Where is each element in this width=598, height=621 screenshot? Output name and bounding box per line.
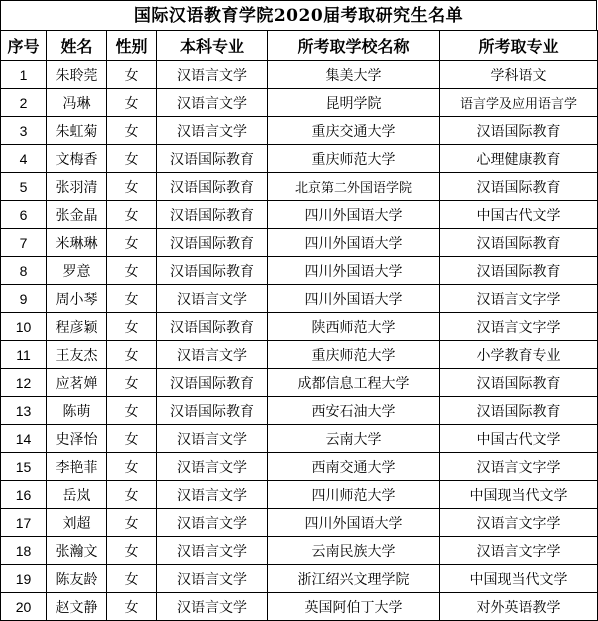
cell-index: 3 [1, 117, 47, 145]
cell-index: 7 [1, 229, 47, 257]
cell-admitted-major: 心理健康教育 [440, 145, 598, 173]
cell-index: 14 [1, 425, 47, 453]
cell-gender: 女 [107, 229, 157, 257]
cell-index: 11 [1, 341, 47, 369]
cell-undergrad-major: 汉语国际教育 [157, 201, 268, 229]
cell-index: 4 [1, 145, 47, 173]
cell-gender: 女 [107, 397, 157, 425]
cell-gender: 女 [107, 117, 157, 145]
table-row [1, 369, 598, 397]
cell-name: 陈友龄 [47, 565, 107, 593]
cell-name: 文梅香 [47, 145, 107, 173]
cell-admitted-major: 汉语言文字学 [440, 313, 598, 341]
cell-gender: 女 [107, 453, 157, 481]
cell-name: 陈萌 [47, 397, 107, 425]
table-row [1, 341, 598, 369]
cell-index: 20 [1, 593, 47, 621]
cell-gender: 女 [107, 425, 157, 453]
cell-school: 云南大学 [268, 425, 440, 453]
cell-school: 英国阿伯丁大学 [268, 593, 440, 621]
cell-gender: 女 [107, 89, 157, 117]
cell-school: 重庆师范大学 [268, 145, 440, 173]
cell-gender: 女 [107, 369, 157, 397]
cell-index: 5 [1, 173, 47, 201]
cell-undergrad-major: 汉语国际教育 [157, 313, 268, 341]
header-cell-gender: 性别 [107, 31, 157, 61]
cell-school: 昆明学院 [268, 89, 440, 117]
cell-index: 16 [1, 481, 47, 509]
header-cell-name: 姓名 [47, 31, 107, 61]
cell-school: 浙江绍兴文理学院 [268, 565, 440, 593]
cell-gender: 女 [107, 341, 157, 369]
cell-gender: 女 [107, 509, 157, 537]
cell-school: 北京第二外国语学院 [268, 173, 440, 201]
cell-name: 冯琳 [47, 89, 107, 117]
cell-school: 西南交通大学 [268, 453, 440, 481]
cell-admitted-major: 学科语文 [440, 61, 598, 89]
page-title: 国际汉语教育学院2020届考取研究生名单 [0, 0, 597, 30]
cell-index: 10 [1, 313, 47, 341]
cell-admitted-major: 汉语国际教育 [440, 173, 598, 201]
cell-index: 17 [1, 509, 47, 537]
table-row [1, 565, 598, 593]
cell-school: 四川师范大学 [268, 481, 440, 509]
table-header [1, 31, 598, 61]
cell-index: 18 [1, 537, 47, 565]
cell-undergrad-major: 汉语言文学 [157, 509, 268, 537]
cell-undergrad-major: 汉语言文学 [157, 61, 268, 89]
cell-undergrad-major: 汉语言文学 [157, 341, 268, 369]
cell-admitted-major: 汉语言文字学 [440, 285, 598, 313]
table-row [1, 257, 598, 285]
cell-name: 史泽怡 [47, 425, 107, 453]
cell-school: 四川外国语大学 [268, 201, 440, 229]
cell-admitted-major: 汉语言文字学 [440, 453, 598, 481]
cell-school: 四川外国语大学 [268, 229, 440, 257]
cell-name: 李艳菲 [47, 453, 107, 481]
cell-school: 陕西师范大学 [268, 313, 440, 341]
cell-undergrad-major: 汉语言文学 [157, 285, 268, 313]
table-row [1, 285, 598, 313]
cell-index: 6 [1, 201, 47, 229]
table-row [1, 173, 598, 201]
cell-undergrad-major: 汉语国际教育 [157, 173, 268, 201]
cell-admitted-major: 汉语国际教育 [440, 229, 598, 257]
cell-name: 张瀚文 [47, 537, 107, 565]
cell-name: 程彦颖 [47, 313, 107, 341]
cell-admitted-major: 中国古代文学 [440, 425, 598, 453]
header-cell-school: 所考取学校名称 [268, 31, 440, 61]
cell-gender: 女 [107, 593, 157, 621]
cell-name: 刘超 [47, 509, 107, 537]
cell-admitted-major: 汉语国际教育 [440, 397, 598, 425]
cell-gender: 女 [107, 145, 157, 173]
cell-school: 云南民族大学 [268, 537, 440, 565]
table-row [1, 61, 598, 89]
cell-index: 13 [1, 397, 47, 425]
cell-gender: 女 [107, 565, 157, 593]
cell-undergrad-major: 汉语言文学 [157, 117, 268, 145]
cell-admitted-major: 汉语言文字学 [440, 537, 598, 565]
cell-name: 岳岚 [47, 481, 107, 509]
cell-undergrad-major: 汉语国际教育 [157, 145, 268, 173]
cell-undergrad-major: 汉语国际教育 [157, 397, 268, 425]
cell-index: 15 [1, 453, 47, 481]
cell-name: 张羽清 [47, 173, 107, 201]
cell-gender: 女 [107, 173, 157, 201]
cell-undergrad-major: 汉语言文学 [157, 565, 268, 593]
cell-school: 西安石油大学 [268, 397, 440, 425]
table-row [1, 453, 598, 481]
cell-undergrad-major: 汉语言文学 [157, 425, 268, 453]
cell-admitted-major: 汉语言文字学 [440, 509, 598, 537]
cell-undergrad-major: 汉语言文学 [157, 89, 268, 117]
cell-school: 重庆交通大学 [268, 117, 440, 145]
cell-gender: 女 [107, 257, 157, 285]
cell-index: 1 [1, 61, 47, 89]
cell-admitted-major: 小学教育专业 [440, 341, 598, 369]
cell-admitted-major: 对外英语教学 [440, 593, 598, 621]
cell-school: 四川外国语大学 [268, 509, 440, 537]
table-row [1, 145, 598, 173]
cell-undergrad-major: 汉语国际教育 [157, 369, 268, 397]
cell-index: 12 [1, 369, 47, 397]
cell-name: 周小琴 [47, 285, 107, 313]
cell-school: 成都信息工程大学 [268, 369, 440, 397]
cell-index: 9 [1, 285, 47, 313]
table-row [1, 201, 598, 229]
header-cell-index: 序号 [1, 31, 47, 61]
cell-undergrad-major: 汉语言文学 [157, 537, 268, 565]
cell-gender: 女 [107, 537, 157, 565]
cell-undergrad-major: 汉语言文学 [157, 481, 268, 509]
cell-admitted-major: 中国古代文学 [440, 201, 598, 229]
cell-index: 8 [1, 257, 47, 285]
cell-school: 集美大学 [268, 61, 440, 89]
cell-name: 王友杰 [47, 341, 107, 369]
cell-name: 张金晶 [47, 201, 107, 229]
table-row [1, 397, 598, 425]
table-row [1, 89, 598, 117]
table-row [1, 509, 598, 537]
cell-admitted-major: 汉语国际教育 [440, 117, 598, 145]
cell-name: 朱聆莞 [47, 61, 107, 89]
cell-gender: 女 [107, 201, 157, 229]
cell-undergrad-major: 汉语国际教育 [157, 229, 268, 257]
cell-admitted-major: 汉语国际教育 [440, 369, 598, 397]
cell-name: 朱虹菊 [47, 117, 107, 145]
graduate-list-table [0, 30, 598, 621]
cell-admitted-major: 中国现当代文学 [440, 565, 598, 593]
table-row [1, 313, 598, 341]
cell-admitted-major: 中国现当代文学 [440, 481, 598, 509]
cell-school: 四川外国语大学 [268, 257, 440, 285]
table-body [1, 61, 598, 621]
table-row [1, 229, 598, 257]
cell-index: 19 [1, 565, 47, 593]
table-row [1, 593, 598, 621]
cell-undergrad-major: 汉语言文学 [157, 593, 268, 621]
cell-name: 赵文静 [47, 593, 107, 621]
cell-gender: 女 [107, 481, 157, 509]
table-row [1, 117, 598, 145]
header-row [1, 31, 598, 61]
cell-index: 2 [1, 89, 47, 117]
cell-name: 米琳琳 [47, 229, 107, 257]
cell-gender: 女 [107, 313, 157, 341]
cell-admitted-major: 汉语国际教育 [440, 257, 598, 285]
cell-name: 罗意 [47, 257, 107, 285]
cell-undergrad-major: 汉语国际教育 [157, 257, 268, 285]
cell-gender: 女 [107, 285, 157, 313]
header-cell-undergrad-major: 本科专业 [157, 31, 268, 61]
header-cell-admitted-major: 所考取专业 [440, 31, 598, 61]
cell-admitted-major: 语言学及应用语言学 [440, 89, 598, 117]
table-row [1, 425, 598, 453]
table-row [1, 481, 598, 509]
table-row [1, 537, 598, 565]
cell-undergrad-major: 汉语言文学 [157, 453, 268, 481]
cell-school: 重庆师范大学 [268, 341, 440, 369]
cell-gender: 女 [107, 61, 157, 89]
cell-school: 四川外国语大学 [268, 285, 440, 313]
cell-name: 应茗婵 [47, 369, 107, 397]
